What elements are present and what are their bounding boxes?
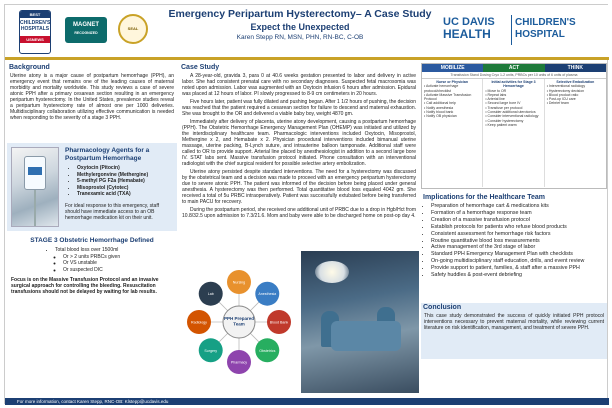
act-items bbox=[485, 89, 541, 128]
poster-authors: Karen Stepp RN, MSN, PHN, RN-BC, C-OB bbox=[236, 34, 364, 41]
drug-item: • 5-methyl PG F2a (Hemabate) bbox=[77, 178, 175, 185]
pharmacology-note: For ideal response to this emergency, staff should have immediate access to an OB hemorrhage medication kit on their unit. bbox=[65, 203, 160, 221]
usnews-badge-bot: USNEWS bbox=[20, 36, 50, 43]
think-title: Selective Embolization bbox=[556, 80, 595, 84]
iv-tube bbox=[34, 190, 36, 226]
diagram-node-label: Radiology bbox=[191, 320, 207, 325]
stage3-item: ◦ Or VS unstable bbox=[63, 260, 177, 267]
background-heading: Background bbox=[9, 64, 50, 71]
pharmacology-section bbox=[7, 143, 177, 231]
table-cell-item: • Transfuse per protocol bbox=[485, 105, 523, 110]
pharmacology-heading: Pharmacology Agents for a Postpartum Hemorrhage bbox=[65, 147, 150, 162]
table-cell-item: • Consider additional uterotonics bbox=[485, 110, 536, 115]
iv-bag-icon bbox=[24, 156, 46, 190]
table-cell-item: • Hysterectomy decision bbox=[546, 88, 585, 93]
stage3-item: ◦ Or suspected DIC bbox=[63, 267, 177, 274]
table-cell-item: • Post-op ICU care bbox=[546, 97, 576, 102]
middle-column bbox=[179, 63, 419, 397]
table-col-mobilize bbox=[422, 79, 483, 187]
iv-bag-photo bbox=[11, 147, 59, 227]
table-subheader: Transfusion Stand Dosing Cryo 1-2 units, PRBCs per 10 units of 6 units of plasma bbox=[422, 72, 606, 79]
implications-heading: Implications for the Healthcare Team bbox=[423, 194, 546, 201]
diagram-node-label: Obstetrics bbox=[259, 348, 276, 353]
diagram-center-label: PPH Prepared Team bbox=[223, 316, 255, 327]
background-section bbox=[7, 63, 177, 141]
childrens-hospital-logo: CHILDREN'S HOSPITAL bbox=[515, 17, 576, 40]
table-cell-item: • Notify anesthesia bbox=[424, 105, 454, 110]
logo-health: HEALTH bbox=[443, 27, 491, 41]
table-cell-item: • Call additional help bbox=[424, 101, 456, 106]
table-header-mobilize: MOBILIZE bbox=[422, 64, 483, 72]
diagram-node-label: Blood Bank bbox=[269, 320, 289, 325]
poster-subtitle: Expect the Unexpected bbox=[250, 22, 350, 32]
implication-item: • Establish protocols for patients who refuse blood products bbox=[431, 224, 607, 231]
table-cell-item: • Interventional radiology bbox=[546, 84, 586, 89]
table-col-act bbox=[483, 79, 544, 187]
case-study-paragraph: Uterine atony persisted despite standard interventions. The need for a hysterectomy was discussed by the obstetrical team and a decision was made to proceed with an emergency peripartum hysterectomy due to severe atonic PPH. The patient was informed of the decision before being placed under general anesthesia. A hysterectomy was then performed. Total quantitative blood loss equaled 4042 gm. She received a total of 5u PRBC intraoperatively. Patient was successfully extubated before being transferred to main PACU for recovery. bbox=[182, 169, 416, 205]
table-cell-item: • Activate hemorrhage protocol/checklist bbox=[424, 84, 459, 93]
diagram-node-label: Surgery bbox=[204, 348, 218, 353]
diagram-node-label: Pharmacy bbox=[230, 360, 248, 365]
table-header-act: ACT bbox=[483, 64, 544, 72]
table-cell-item: • Debrief team bbox=[546, 101, 569, 106]
magnet-badge-sub: RECOGNIZED bbox=[74, 31, 98, 35]
drug-list bbox=[69, 165, 175, 198]
case-study-paragraph: During the postpartum period, she received one additional unit of PRBC due to a drop in Hgb/Hct from 10.8/32.5 upon admission to 7.3/21.6. Mom and baby were able to be discharged home on post-op day 4. bbox=[182, 207, 416, 219]
diagram-node-label: Lab bbox=[207, 292, 214, 297]
case-study-paragraph: Immediately after delivery of placenta, uterine atony development, causing a postpartum hemorrhage (PPH). The Obstetric Hemorrhage Emergency Management Plan (OHEMP) was initiated and utilized by the interdisciplinary healthcare team. Pharmacologic interventions included Oxytocin, Misoprostol, Methergine x 2, and Hemabate x 2. Physician procedural interventions included bimanual uterine massage, uterine packing, B-Lynch suture, and intrauterine balloon tamponade. Additional staff were called to OR to provide support. Arterial line placed by anesthesiologist in addition to a second large bore IV. STAT labs sent. Massive transfusion protocol initiated. Phone consultation with an interventional radiologist with the chief surgical resident for possible selective artery embolization. bbox=[182, 119, 416, 167]
think-items bbox=[547, 84, 604, 105]
drug-item: • Misoprostol (Cytotec) bbox=[77, 185, 175, 192]
case-study-heading: Case Study bbox=[181, 64, 220, 71]
usnews-badge bbox=[19, 10, 51, 54]
table-cell-item: • Repeat labs bbox=[485, 92, 507, 97]
conclusion-heading: Conclusion bbox=[423, 304, 462, 311]
table-cell-item: • Move to OR bbox=[485, 88, 507, 93]
act-title: Initial activities for Stage 3 Hemorrhage bbox=[491, 80, 536, 89]
magnet-badge bbox=[65, 17, 107, 43]
implication-item: • Consistent assessment for hemorrhage risk factors bbox=[431, 231, 607, 238]
pph-team-diagram-svg bbox=[181, 251, 297, 393]
table-cell-item: • Second large bore IV bbox=[485, 101, 521, 106]
logo-uc: UC DAVIS bbox=[443, 16, 495, 28]
stage3-heading: STAGE 3 Obstetric Hemorrhage Defined bbox=[30, 237, 154, 244]
drug-item: • Tranexamic acid (TXA) bbox=[77, 191, 175, 198]
ohemp-table-header bbox=[422, 64, 606, 72]
stage3-section bbox=[7, 233, 177, 391]
drug-item: • Oxytocin (Pitocin) bbox=[77, 165, 175, 172]
implication-item: • On-going multidisciplinary staff education, drills, and event review bbox=[431, 258, 607, 265]
mobilize-title: Nurse or Physician bbox=[436, 80, 469, 84]
diagram-node-label: Anesthesia bbox=[258, 292, 277, 297]
ucdavis-health-logo bbox=[443, 17, 505, 40]
table-cell-item: • Consider hysterectomy bbox=[485, 118, 524, 123]
implication-item: • Safety huddles & post-event debriefing bbox=[431, 272, 607, 279]
stage3-item: ◦ Or > 2 units PRBCs given bbox=[63, 254, 177, 261]
poster bbox=[4, 4, 608, 404]
conclusion-section bbox=[421, 303, 607, 359]
table-cell-item: • Activate Massive Transfusion Protocol bbox=[424, 92, 472, 102]
implication-item: • Creation of a massive transfusion protocol bbox=[431, 217, 607, 224]
mobilize-items bbox=[424, 84, 480, 118]
implication-item: • Standard PPH Emergency Management Plan with checklists bbox=[431, 251, 607, 258]
title-block bbox=[155, 8, 445, 41]
implication-item: • Formation of a hemorrhage response team bbox=[431, 210, 607, 217]
header-accent-bar bbox=[5, 57, 609, 60]
table-cell-item: • Blood product ratio bbox=[546, 92, 579, 97]
conclusion-text: This case study demonstrated the success of quickly initiated PPH protocol interventions necessary to prevent maternal mortality, while reviewing current literature on risk identification, management, and treatment of severe PPH. bbox=[424, 313, 604, 331]
implication-item: • Routine quantitative blood loss measurements bbox=[431, 238, 607, 245]
table-cell-item: • Consider interventional radiology bbox=[485, 114, 539, 119]
stage3-list bbox=[7, 247, 177, 273]
operating-room-photo bbox=[301, 251, 419, 393]
case-study-paragraph: Five hours later, patient was fully dilated and pushing began. After 1 1/2 hours of pushing, the decision was reached that the patient required a cesarean section for failure to descend and maternal exhaustion. She was brought to the OR and delivered a viable baby boy, weight 4870 gm. bbox=[182, 99, 416, 117]
magnet-badge-label: MAGNET bbox=[73, 22, 99, 28]
usnews-badge-mid: CHILDREN'S HOSPITALS bbox=[20, 20, 51, 32]
table-cell-item: • Notify blood bank bbox=[424, 110, 454, 115]
seal-badge: SEAL bbox=[118, 14, 148, 44]
pph-team-diagram bbox=[181, 251, 297, 393]
logo-divider bbox=[511, 15, 512, 45]
implications-list bbox=[421, 203, 607, 279]
usnews-badge-top: BEST bbox=[20, 11, 50, 18]
table-header-think: THINK bbox=[545, 64, 606, 72]
right-column bbox=[421, 63, 607, 397]
drug-item: • Methylergonvine (Methergine) bbox=[77, 172, 175, 179]
left-column bbox=[7, 63, 177, 397]
implication-item: • Active management of the 3rd stage of labor bbox=[431, 244, 607, 251]
footer-contact: For more information, contact Karen Stepp, RNC-OB: Klstepp@ucdavis.edu bbox=[5, 398, 609, 405]
table-cell-item: • Arterial line bbox=[485, 97, 505, 102]
implication-item: • Preparation of hemorrhage cart & medications kits bbox=[431, 203, 607, 210]
table-cell-item: • Keep patient warm bbox=[485, 122, 517, 127]
stage3-focus-text: Focus is on the Massive Transfusion Protocol and an invasive surgical approach for controlling the bleeding. Resuscitation transfusions should not be delayed by waiting for lab results. bbox=[11, 277, 159, 295]
table-body bbox=[422, 79, 606, 187]
table-col-think bbox=[545, 79, 606, 187]
background-text: Uterine atony is a major cause of postpartum hemorrhage (PPH), an emergency event that remains one of the leading causes of maternal morbidity and mortality worldwide. This study reviews a case of severe atonic PPH after a primary cesarean section resulting in an emergency peripartum hysterectomy. In the United States, prevalence studies reveal a peripartum hysterectomy rate of almost one per 1000 deliveries. Multidisciplinary collaboration utilizing effective communication is needed when responding to the severity of a stage 3 PPH. bbox=[10, 73, 174, 121]
poster-title: Emergency Peripartum Hysterectomy– A Case Study bbox=[168, 8, 432, 20]
implications-section bbox=[421, 193, 607, 301]
ohemp-table bbox=[421, 63, 607, 189]
case-study-section bbox=[179, 63, 419, 249]
surgical-light bbox=[315, 261, 349, 283]
stage3-item: • Total blood loss over 1500ml bbox=[55, 247, 177, 254]
table-cell-item: • Notify OB physician bbox=[424, 114, 457, 119]
surgical-drape bbox=[331, 321, 401, 351]
diagram-node-label: Nursing bbox=[232, 280, 246, 285]
implication-item: • Provide support to patient, families, & staff after a massive PPH bbox=[431, 265, 607, 272]
case-study-paragraph: A 28-year-old, gravida 3, para 0 at 40.6 weeks gestation presented to labor and delivery in active labor. She had consistent prenatal care with no secondary diagnoses. Suspected fetal macrosomia was noted upon admission. Labor was augmented with an Oxytocin infusion 6 hours after admission. Epidural was placed at 12 hours of labor. PI slowly progressed to 8-9 cm centimeters in 20 hours. bbox=[182, 73, 416, 97]
poster-header bbox=[5, 5, 609, 57]
